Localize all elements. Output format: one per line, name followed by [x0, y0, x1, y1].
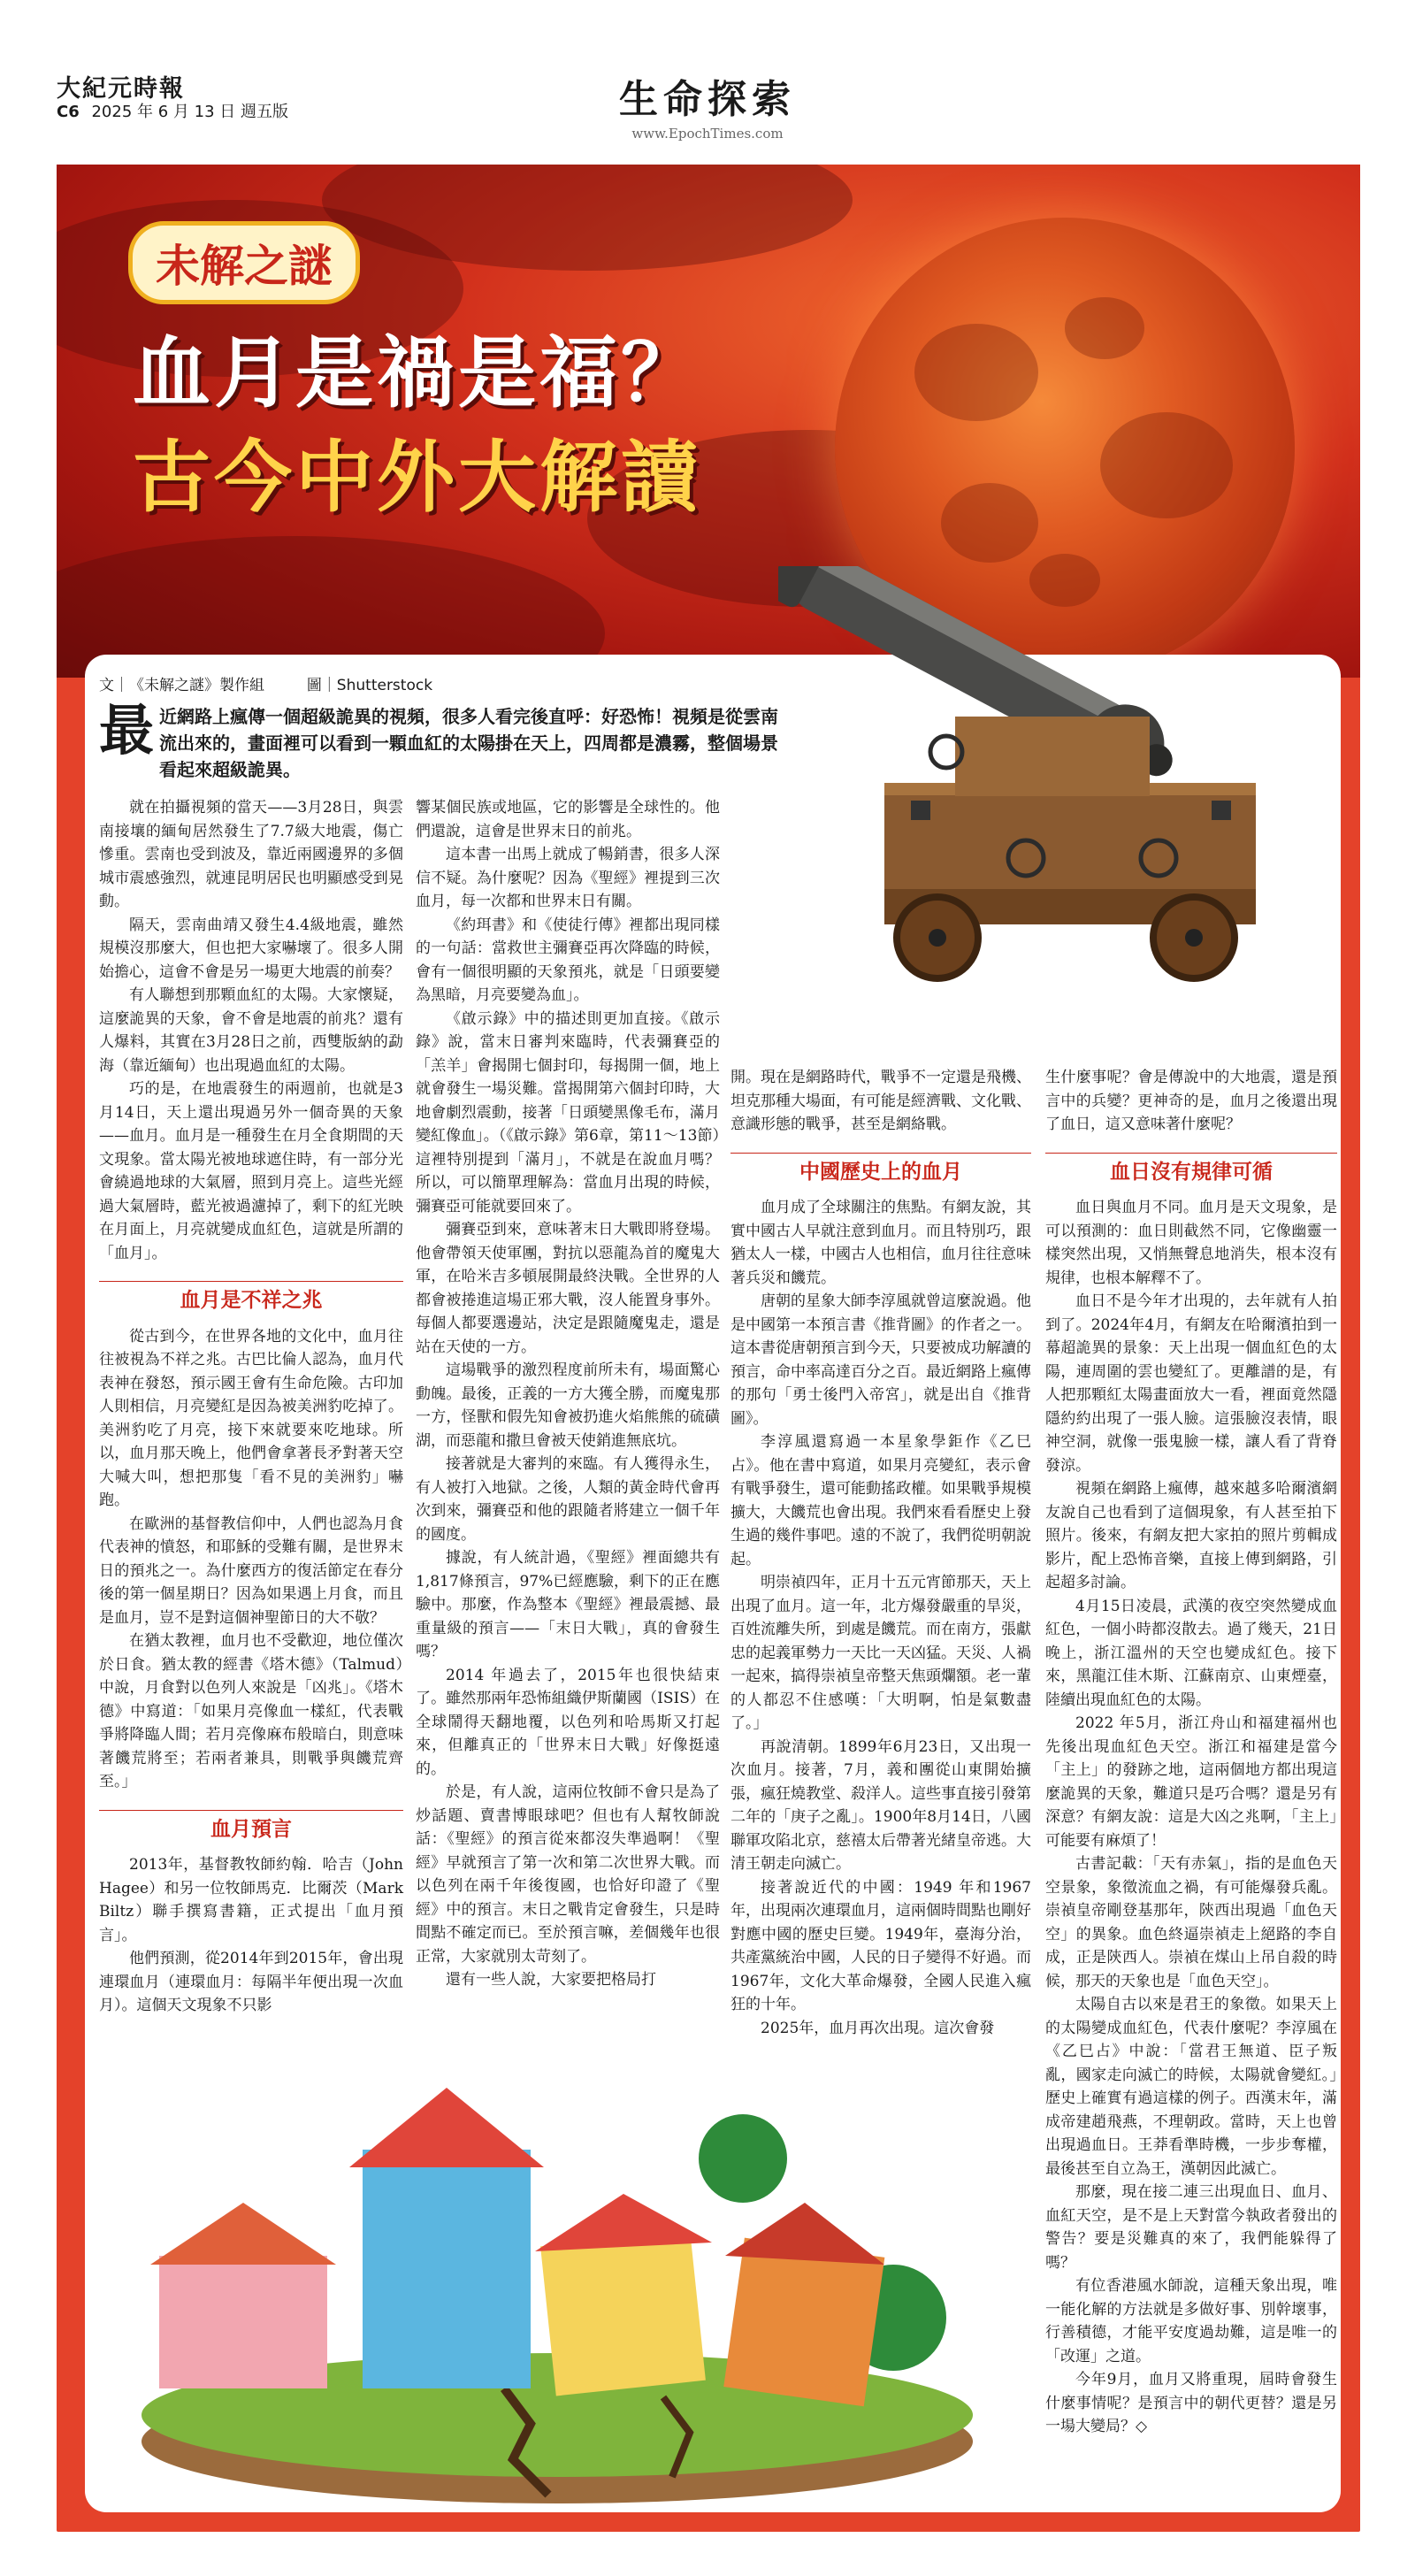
paragraph: 《啟示錄》中的描述則更加直接。《啟示錄》說，當末日審判來臨時，代表彌賽亞的「羔羊」會揭開七個封印，每揭開一個，地上就會發生一場災難。當揭開第六個封印時，大地會劇烈震動，接著「日頭變黑像毛布，滿月變紅像血」。（《啟示錄》第6章，第11～13節）這裡特別提到「滿月」，不就是在說血月嗎？所以，可以簡單理解為：當血月出現的時候，彌賽亞可能就要回來了。 [416, 1009, 720, 1215]
author-credit: 文｜《未解之謎》製作組 [99, 677, 264, 694]
paragraph: 2014 年過去了，2015年也很快結束了。雖然那兩年恐怖組織伊斯蘭國（ISIS）在全球鬧得天翻地覆，以色列和哈馬斯又打起來，但離真正的「世界末日大戰」好像挺遠的。 [416, 1666, 720, 1778]
masthead [0, 0, 1415, 159]
byline [99, 672, 432, 694]
drop-cap: 最 [99, 698, 155, 763]
paragraph: 就在拍攝視頻的當天——3月28日，與雲南接壤的緬甸居然發生了7.7級大地震，傷亡慘重。雲南也受到波及，靠近兩國邊界的多個城市震感強烈，就連昆明居民也明顯感受到晃動。 [99, 799, 403, 910]
article-lede [99, 698, 780, 783]
paragraph: 太陽自古以來是君王的象徵。如果天上的太陽變成血紅色，代表什麼呢？李淳風在《乙巳占》中說：「當君王無道、臣子叛亂，國家走向滅亡的時候，太陽就會變紅。」歷史上確實有過這樣的例子。西漢末年，滿成帝建趙飛燕，不理朝政。當時，天上也曾出現過血日。王莽看準時機，一步步奪權，最後甚至自立為王，漢朝因此滅亡。 [1045, 1996, 1337, 2178]
paragraph: 血日與血月不同。血月是天文現象，是可以預測的：血日則截然不同，它像幽靈一樣突然出現，又悄無聲息地消失，根本沒有規律，也根本解釋不了。 [1045, 1199, 1337, 1287]
headline-line2: 古今中外大解讀 [133, 432, 703, 523]
paragraph: 李淳風還寫過一本星象學鉅作《乙巳占》。他在書中寫道，如果月亮變紅，表示會有戰爭發生，還可能動搖政權。如果戰爭規模擴大，大饑荒也會出現。我們來看看歷史上發生過的幾件事吧。遠的不說了，我們從明朝說起。 [730, 1433, 1031, 1568]
issue-date: 2025 年 6 月 13 日 週五版 [91, 103, 288, 121]
article-column-1 [99, 796, 403, 2018]
section-heading: 中國歷史上的血月 [730, 1153, 1031, 1184]
paragraph: 他們預測，從2014年到2015年，會出現連環血月（連環血月：每隔半年便出現一次血月）。這個天文現象不只影 [99, 1950, 403, 2014]
paragraph: 《約珥書》和《使徒行傳》裡都出現同樣的一句話：當救世主彌賽亞再次降臨的時候，會有一個很明顯的天象預兆，就是「日頭要變為黑暗，月亮要變為血」。 [416, 916, 720, 1004]
paragraph: 4月15日凌晨，武漢的夜空突然變成血紅色，一個小時都沒散去。過了幾天，21日晚上，浙江溫州的天空也變成紅色。接下來，黑龍江佳木斯、江蘇南京、山東煙臺，陸續出現血紅色的太陽。 [1045, 1597, 1337, 1709]
paragraph: 據說，有人統計過，《聖經》裡面總共有1,817條預言，97%已經應驗，剩下的正在應驗中。那麼，作為整本《聖經》裡最震撼、最重量級的預言——「末日大戰」，真的會發生嗎？ [416, 1549, 720, 1660]
paragraph: 2013年，基督教牧師約翰．哈吉（John Hagee）和另一位牧師馬克．比爾茨（Mark Biltz）聯手撰寫書籍，正式提出「血月預言」。 [99, 1856, 403, 1944]
paragraph: 明崇禎四年，正月十五元宵節那天，天上出現了血月。這一年，北方爆發嚴重的旱災，百姓流離失所，到處是饑荒。而在南方，張獻忠的起義軍勢力一天比一天凶猛。天災、人禍一起來，搞得崇禎皇帝整天焦頭爛額。老一輩的人都忍不住感嘆：「大明啊，怕是氣數盡了。」 [730, 1574, 1031, 1732]
paragraph: 古書記載：「天有赤氣」，指的是血色天空景象，象徵流血之禍，有可能爆發兵亂。崇禎皇帝剛登基那年，陝西出現過「血色天空」的異象。血色終逼崇禎走上絕路的李自成，正是陝西人。崇禎在煤山上吊自殺的時候，那天的天象也是「血色天空」。 [1045, 1855, 1337, 1990]
paragraph: 於是，有人說，這兩位牧師不會只是為了炒話題、賣書博眼球吧？但也有人幫牧師說話：《聖經》的預言從來都沒失準過啊！《聖經》早就預言了第一次和第二次世界大戰。而以色列在兩千年後復國，也恰好印證了《聖經》中的預言。末日之戰肯定會發生，只是時間點不確定而已。至於預言嘛，差個幾年也很正常，大家就別太苛刻了。 [416, 1783, 720, 1966]
earthquake-houses-illustration [133, 2052, 982, 2512]
page-number: C6 [57, 103, 80, 121]
paragraph: 還有一些人說，大家要把格局打 [446, 1971, 656, 1989]
section-heading: 血日沒有規律可循 [1045, 1153, 1337, 1184]
paragraph: 2025年，血月再次出現。這次會發 [761, 2019, 995, 2037]
paragraph: 響某個民族或地區，它的影響是全球性的。他們還說，這會是世界末日的前兆。 [416, 799, 720, 840]
headline-line1: 血月是禍是福？ [133, 327, 703, 418]
paragraph: 彌賽亞到來，意味著末日大戰即將登場。他會帶領天使軍團，對抗以惡龍為首的魔鬼大軍，在哈米吉多頓展開最終決戰。全世界的人都會被捲進這場正邪大戰，沒人能置身事外。每個人都要選邊站，決定是跟隨魔鬼走，還是站在天使的一方。 [416, 1221, 720, 1356]
series-badge: 未解之謎 [128, 221, 360, 304]
paragraph: 視頻在網路上瘋傳，越來越多哈爾濱網友說自己也看到了這個現象，有人甚至拍下照片。後來，有網友把大家拍的照片剪輯成影片，配上恐怖音樂，直接上傳到網路，引起超多討論。 [1045, 1480, 1337, 1591]
paragraph: 2022 年5月，浙江舟山和福建福州也先後出現血紅色天空。浙江和福建是當今「主上」的發跡之地，這兩個地方都出現這麼詭異的天象，難道只是巧合嗎？還是另有深意？有網友說：這是大凶之兆啊，「主上」可能要有麻煩了！ [1045, 1714, 1337, 1850]
paragraph: 接著說近代的中國：1949 年和1967年，出現兩次連環血月，這兩個時間點也剛好對應中國的歷史巨變。1949年，臺海分治，共產黨統治中國，人民的日子變得不好過。而1967年，文化大革命爆發，全國人民進入瘋狂的十年。 [730, 1878, 1031, 2013]
article-column-2 [416, 796, 720, 1992]
section-heading: 血月預言 [99, 1810, 403, 1842]
paragraph: 開。現在是網路時代，戰爭不一定還是飛機、坦克那種大場面，有可能是經濟戰、文化戰、意識形態的戰爭，甚至是網絡戰。 [730, 1069, 1031, 1133]
paragraph: 有人聯想到那顆血紅的太陽。大家懷疑，這麼詭異的天象，會不會是地震的前兆？還有人爆料，其實在3月28日之前，西雙版納的勐海（靠近緬甸）也出現過血紅的太陽。 [99, 986, 403, 1075]
paragraph: 唐朝的星象大師李淳風就曾這麼說過。他是中國第一本預言書《推背圖》的作者之一。這本書從唐朝預言到今天，只要被成功解讀的預言，命中率高達百分之百。最近網路上瘋傳的那句「勇士後門入帝宮」，就是出自《推背圖》。 [730, 1292, 1031, 1428]
section-heading: 血月是不祥之兆 [99, 1281, 403, 1313]
paragraph: 有位香港風水師說，這種天象出現，唯一能化解的方法就是多做好事、別幹壞事，行善積德，才能平安度過劫難，這是唯一的「改運」之道。 [1045, 2277, 1337, 2365]
paragraph: 接著就是大審判的來臨。有人獲得永生，有人被打入地獄。之後，人類的黃金時代會再次到來，彌賽亞和他的跟隨者將建立一個千年的國度。 [416, 1455, 720, 1544]
paragraph: 這本書一出馬上就成了暢銷書，很多人深信不疑。為什麼呢？因為《聖經》裡提到三次血月，每一次都和世界末日有關。 [416, 846, 720, 910]
paragraph: 在猶太教裡，血月也不受歡迎，地位僅次於日食。猶太教的經書《塔木德》（Talmud）中說，月食對以色列人來說是「凶兆」。《塔木德》中寫道：「如果月亮像血一樣紅，代表戰爭將降臨人間；若月亮像麻布般暗白，則意味著饑荒將至；若兩者兼具，則戰爭與饑荒齊至。」 [99, 1632, 403, 1790]
paragraph: 那麼，現在接二連三出現血日、血月、血紅天空，是不是上天對當今執政者發出的警告？要是災難真的來了，我們能躲得了嗎？ [1045, 2183, 1337, 2272]
section-title: 生命探索 [619, 77, 796, 122]
paragraph: 再說清朝。1899年6月23日，又出現一次血月。接著，7月，義和團從山東開始擴張，瘋狂燒教堂、殺洋人。這些事直接引發第二年的「庚子之亂」。1900年8月14日，八國聯軍攻陷北京，慈禧太后帶著光緒皇帝逃。大清王朝走向滅亡。 [730, 1737, 1031, 1873]
paragraph: 今年9月，血月又將重現，屆時會發生什麼事情呢？是預言中的朝代更替？還是另一場大變局？◇ [1045, 2371, 1337, 2435]
paragraph: 從古到今，在世界各地的文化中，血月往往被視為不祥之兆。古巴比倫人認為，血月代表神在發怒，預示國王會有生命危險。古印加人則相信，月亮變紅是因為被美洲豹吃掉了。美洲豹吃了月亮，接下來就要來吃地球。所以，血月那天晚上，他們會拿著長矛對著天空大喊大叫，想把那隻「看不見的美洲豹」嚇跑。 [99, 1327, 403, 1509]
paragraph: 這場戰爭的激烈程度前所未有，場面驚心動魄。最後，正義的一方大獲全勝，而魔鬼那一方，怪獸和假先知會被扔進火焰熊熊的硫磺湖，而惡龍和撒旦會被天使銷進無底坑。 [416, 1361, 720, 1450]
website-url: www.EpochTimes.com [631, 126, 784, 142]
lede-text: 近網路上瘋傳一個超級詭異的視頻，很多人看完後直呼：好恐怖！視頻是從雲南流出來的，畫面裡可以看到一顆血紅的太陽掛在天上，四周都是濃霧，整個場景看起來超級詭異。 [159, 706, 779, 780]
photo-credit: 圖｜Shutterstock [306, 677, 433, 694]
paragraph: 隔天，雲南曲靖又發生4.4級地震，雖然規模沒那麼大，但也把大家嚇壞了。很多人開始擔心，這會不會是另一場更大地震的前奏？ [99, 916, 403, 981]
paragraph: 生什麼事呢？會是傳說中的大地震，還是預言中的兵變？更神奇的是，血月之後還出現了血日，這又意味著什麼呢？ [1045, 1069, 1337, 1133]
paragraph: 巧的是，在地震發生的兩週前，也就是3月14日，天上還出現過另外一個奇異的天象——血月。血月是一種發生在月全食期間的天文現象。當太陽光被地球遮住時，有一部分光會繞過地球的大氣層，照到月亮上。這些光經過大氣層時，藍光被過濾掉了，剩下的紅光映在月面上，月亮就變成血紅色，這就是所謂的「血月」。 [99, 1080, 403, 1262]
newspaper-brand: 大紀元時報 [57, 75, 185, 103]
paragraph: 血日不是今年才出現的，去年就有人拍到了。2024年4月，有網友在哈爾濱拍到一幕超詭異的景象：天上出現一個血紅色的太陽，連周圍的雲也變紅了。更離譜的是，有人把那顆紅太陽畫面放大一看，裡面竟然隱隱約約出現了一張人臉。這張臉沒表情，眼神空洞，就像一張鬼臉一樣，讓人看了背脊發涼。 [1045, 1292, 1337, 1475]
article-column-3 [730, 1066, 1031, 2040]
paragraph: 血月成了全球關注的焦點。有網友說，其實中國古人早就注意到血月。而且特別巧，跟猶太人一樣，中國古人也相信，血月往往意味著兵災和饑荒。 [730, 1199, 1031, 1287]
paragraph: 在歐洲的基督教信仰中，人們也認為月食代表神的憤怒，和耶穌的受難有關，是世界末日的預兆之一。為什麼西方的復活節定在春分後的第一個星期日？因為如果遇上月食，而且是血月，豈不是對這個神聖節日的大不敬？ [99, 1514, 403, 1627]
article-column-4 [1045, 1066, 1337, 2439]
cannon-illustration [778, 566, 1274, 991]
